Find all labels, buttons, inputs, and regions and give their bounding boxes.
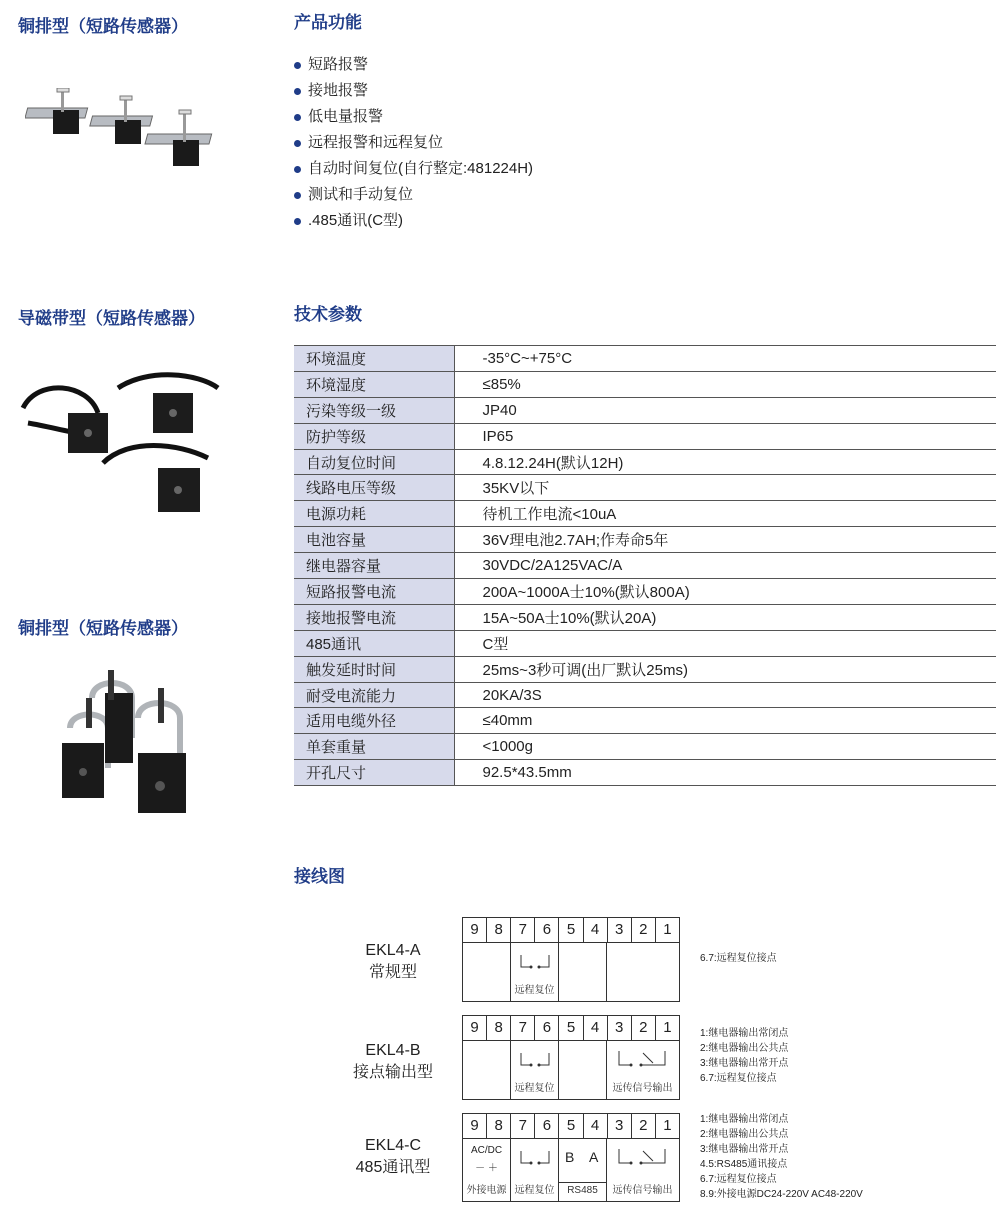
rs485-a-label: A	[589, 1149, 599, 1165]
wiring-b-notes	[700, 1026, 788, 1086]
feature-label: .485通讯(C型)	[308, 212, 404, 229]
spec-key: 触发延时时间	[294, 656, 454, 682]
segment-remote-reset	[511, 1139, 559, 1201]
model-name: EKL4-C	[364, 1137, 422, 1154]
spec-value: 30VDC/2A125VAC/A	[454, 553, 996, 579]
terminal-number: 9	[463, 918, 487, 942]
spec-key: 环境温度	[294, 346, 454, 372]
note-line: 1:继电器输出常闭点	[700, 1028, 789, 1039]
features-list	[294, 52, 533, 234]
spec-key: 接地报警电流	[294, 604, 454, 630]
spec-key: 485通讯	[294, 630, 454, 656]
segment-8-9	[463, 1041, 511, 1099]
feature-label: 短路报警	[308, 56, 369, 73]
bullet-icon	[294, 218, 301, 225]
polarity-label: － ＋	[475, 1163, 498, 1174]
terminal-number: 5	[559, 1016, 583, 1040]
table-row	[294, 475, 996, 501]
feature-label: 接地报警	[308, 82, 369, 99]
terminal-number: 6	[535, 1016, 559, 1040]
spec-value: ≤40mm	[454, 708, 996, 734]
table-row	[294, 371, 996, 397]
terminal-number: 6	[535, 918, 559, 942]
table-row	[294, 346, 996, 372]
spec-value: 25ms~3秒可调(出厂默认25ms)	[454, 656, 996, 682]
table-row	[294, 708, 996, 734]
switch-icon	[511, 1047, 559, 1077]
spec-key: 短路报警电流	[294, 579, 454, 605]
terminal-number: 6	[535, 1114, 559, 1138]
wiring-diagram-b	[462, 1015, 680, 1100]
product-photo-copper-bar-2	[50, 668, 200, 818]
product-title-magnetic-strap: 导磁带型（短路传感器）	[18, 309, 205, 328]
spec-value: 35KV以下	[454, 475, 996, 501]
rs485-b-label: B	[565, 1149, 575, 1165]
spec-value: C型	[454, 630, 996, 656]
list-item	[294, 208, 533, 234]
bullet-icon	[294, 88, 301, 95]
spec-value: 4.8.12.24H(默认12H)	[454, 449, 996, 475]
note-line: 4.5:RS485通讯接点	[700, 1159, 788, 1170]
table-row	[294, 579, 996, 605]
model-name: EKL4-B	[365, 1042, 421, 1059]
terminal-row	[463, 918, 679, 943]
bullet-icon	[294, 114, 301, 121]
spec-key: 污染等级一级	[294, 397, 454, 423]
spec-value: 待机工作电流<10uA	[454, 501, 996, 527]
segment-power	[463, 1139, 511, 1201]
segment-rs485	[559, 1139, 607, 1201]
feature-label: 测试和手动复位	[308, 186, 414, 203]
bullet-icon	[294, 140, 301, 147]
segment-label: 远传信号输出	[612, 1083, 673, 1094]
note-line: 6.7:远程复位接点	[700, 1174, 777, 1185]
switch-icon	[511, 949, 559, 979]
terminal-number: 5	[559, 1114, 583, 1138]
spec-key: 电源功耗	[294, 501, 454, 527]
list-item	[294, 182, 533, 208]
terminal-number: 1	[663, 921, 672, 938]
spec-value: ≤85%	[454, 371, 996, 397]
spec-value: JP40	[454, 397, 996, 423]
terminal-row	[463, 1114, 679, 1139]
spec-value: 200A~1000A士10%(默认800A)	[454, 579, 996, 605]
spec-value: 36V理电池2.7AH;作寿命5年	[454, 527, 996, 553]
relay-icon	[607, 1145, 678, 1175]
table-row	[294, 682, 996, 708]
segment-label: 外接电源	[466, 1185, 507, 1196]
wiring-a-label	[338, 940, 448, 984]
table-row	[294, 449, 996, 475]
spec-key: 继电器容量	[294, 553, 454, 579]
terminal-number: 7	[511, 1016, 535, 1040]
list-item	[294, 78, 533, 104]
spec-value: IP65	[454, 423, 996, 449]
wiring-c-label	[338, 1135, 448, 1179]
terminal-number: 7	[511, 1114, 535, 1138]
note-line: 2:继电器输出公共点	[700, 1043, 789, 1054]
model-type: 接点输出型	[352, 1064, 433, 1081]
note-line: 2:继电器输出公共点	[700, 1129, 789, 1140]
spec-key: 线路电压等级	[294, 475, 454, 501]
acdc-label: AC/DC	[470, 1145, 503, 1156]
terminal-number: 7	[511, 918, 535, 942]
bullet-icon	[294, 166, 301, 173]
bullet-icon	[294, 192, 301, 199]
wiring-a-notes	[700, 951, 777, 966]
table-row	[294, 734, 996, 760]
note-line: 3:继电器输出常开点	[700, 1144, 789, 1155]
spec-key: 自动复位时间	[294, 449, 454, 475]
spec-key: 适用电缆外径	[294, 708, 454, 734]
terminal-number: 3	[608, 1114, 632, 1138]
segment-label: 远程复位	[514, 1185, 555, 1196]
table-row	[294, 760, 996, 786]
list-item	[294, 130, 533, 156]
terminal-number: 4	[584, 1114, 608, 1138]
relay-icon	[607, 1047, 678, 1077]
table-row	[294, 656, 996, 682]
terminal-number: 3	[608, 918, 632, 942]
product-photo-copper-bar-1	[25, 88, 235, 178]
spec-key: 单套重量	[294, 734, 454, 760]
spec-key: 防护等级	[294, 423, 454, 449]
list-item	[294, 52, 533, 78]
segment-8-9	[463, 943, 511, 1001]
model-type: 常规型	[368, 964, 417, 981]
product-title-copper-bar-2: 铜排型（短路传感器）	[18, 619, 188, 638]
wiring-diagram-a	[462, 917, 680, 1002]
list-item	[294, 104, 533, 130]
segment-remote-reset	[511, 1041, 559, 1099]
switch-icon	[511, 1145, 559, 1175]
wiring-b-label	[338, 1040, 448, 1084]
segment-4-5	[559, 1041, 607, 1099]
segment-label: RS485	[559, 1182, 606, 1196]
table-row	[294, 397, 996, 423]
wiring-heading: 接线图	[294, 867, 345, 886]
spec-value: <1000g	[454, 734, 996, 760]
table-row	[294, 423, 996, 449]
spec-key: 耐受电流能力	[294, 682, 454, 708]
table-row	[294, 553, 996, 579]
segment-signal-output	[607, 1041, 678, 1099]
terminal-number: 8	[487, 1016, 511, 1040]
note-line: 3:继电器输出常开点	[700, 1058, 789, 1069]
spec-value: -35°C~+75°C	[454, 346, 996, 372]
segment-4-5	[559, 943, 607, 1001]
terminal-number: 1	[663, 1117, 672, 1134]
spec-value: 15A~50A士10%(默认20A)	[454, 604, 996, 630]
table-row	[294, 527, 996, 553]
terminal-number: 2	[632, 918, 656, 942]
terminal-number: 1	[663, 1019, 672, 1036]
table-row	[294, 630, 996, 656]
specs-table	[294, 345, 996, 786]
note-line: 6.7:远程复位接点	[700, 953, 777, 964]
features-heading: 产品功能	[294, 13, 362, 32]
note-line: 6.7:远程复位接点	[700, 1073, 777, 1084]
terminal-number: 4	[584, 1016, 608, 1040]
note-line: 8.9:外接电源DC24-220V AC48-220V	[700, 1189, 863, 1200]
segment-label: 远程复位	[514, 1083, 555, 1094]
wiring-diagram-c	[462, 1113, 680, 1202]
terminal-number: 5	[559, 918, 583, 942]
spec-key: 电池容量	[294, 527, 454, 553]
feature-label: 低电量报警	[308, 108, 384, 125]
terminal-number: 8	[487, 1114, 511, 1138]
note-line: 1:继电器输出常闭点	[700, 1114, 789, 1125]
spec-value: 20KA/3S	[454, 682, 996, 708]
spec-value: 92.5*43.5mm	[454, 760, 996, 786]
terminal-number: 9	[463, 1114, 487, 1138]
segment-remote-reset	[511, 943, 559, 1001]
terminal-row	[463, 1016, 679, 1041]
terminal-number: 4	[584, 918, 608, 942]
product-photo-magnetic-strap	[18, 368, 228, 528]
spec-key: 开孔尺寸	[294, 760, 454, 786]
segment-signal-output	[607, 1139, 678, 1201]
model-name: EKL4-A	[365, 942, 421, 959]
spec-key: 环境湿度	[294, 371, 454, 397]
bullet-icon	[294, 62, 301, 69]
table-row	[294, 501, 996, 527]
wiring-c-notes	[700, 1112, 863, 1202]
terminal-number: 2	[632, 1016, 656, 1040]
list-item	[294, 156, 533, 182]
model-type: 485通讯型	[355, 1159, 431, 1176]
terminal-number: 3	[608, 1016, 632, 1040]
terminal-number: 9	[463, 1016, 487, 1040]
feature-label: 自动时间复位(自行整定:481224H)	[308, 160, 534, 177]
table-row	[294, 604, 996, 630]
product-title-copper-bar-1: 铜排型（短路传感器）	[18, 17, 188, 36]
segment-label: 远程复位	[514, 985, 555, 996]
terminal-number: 8	[487, 918, 511, 942]
terminal-number: 2	[632, 1114, 656, 1138]
segment-label: 远传信号输出	[612, 1185, 673, 1196]
specs-heading: 技术参数	[294, 305, 362, 324]
feature-label: 远程报警和远程复位	[308, 134, 444, 151]
